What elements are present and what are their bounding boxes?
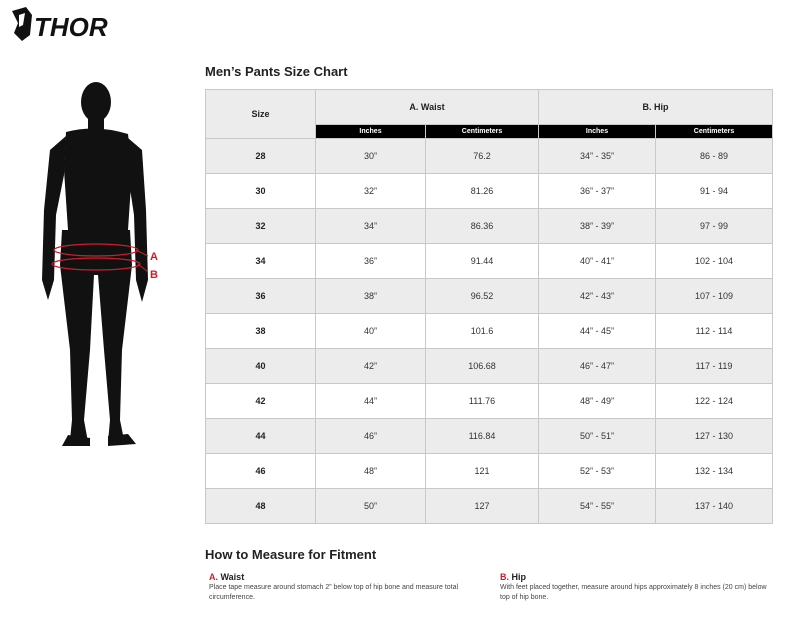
table-row — [206, 454, 773, 489]
table-row — [206, 174, 773, 209]
body-silhouette — [24, 80, 164, 460]
waist-cm-cell: 91.44 — [426, 244, 539, 279]
hip-cm-cell: 112 - 114 — [656, 314, 773, 349]
hip-cm-cell: 122 - 124 — [656, 384, 773, 419]
waist-letter: A. — [209, 572, 218, 582]
size-cell: 32 — [206, 209, 316, 244]
hip-inches-cell: 46” - 47” — [539, 349, 656, 384]
table-row — [206, 349, 773, 384]
hip-cm-cell: 117 - 119 — [656, 349, 773, 384]
hip-text: With feet placed together, measure around hips approximately 8 inches (20 cm) below top of hip bone. — [500, 584, 767, 601]
hip-inches-cell: 54” - 55” — [539, 489, 656, 524]
hip-inches-cell: 34” - 35” — [539, 139, 656, 174]
waist-inches-cell: 32” — [316, 174, 426, 209]
size-cell: 40 — [206, 349, 316, 384]
table-row — [206, 384, 773, 419]
waist-cm-cell: 127 — [426, 489, 539, 524]
waist-inches-cell: 36” — [316, 244, 426, 279]
hip-inches-cell: 38” - 39” — [539, 209, 656, 244]
hip-inches-cell: 40” - 41” — [539, 244, 656, 279]
size-cell: 38 — [206, 314, 316, 349]
waist-title: Waist — [220, 572, 245, 582]
waist-inches-cell: 40” — [316, 314, 426, 349]
table-row — [206, 244, 773, 279]
waist-cm-cell: 76.2 — [426, 139, 539, 174]
table-row — [206, 209, 773, 244]
hip-cm-cell: 97 - 99 — [656, 209, 773, 244]
waist-inches-cell: 34” — [316, 209, 426, 244]
size-cell: 36 — [206, 279, 316, 314]
hip-inches-cell: 48” - 49” — [539, 384, 656, 419]
waist-cm-header: Centimeters — [426, 125, 539, 139]
measure-title: How to Measure for Fitment — [205, 547, 377, 562]
size-cell: 30 — [206, 174, 316, 209]
waist-cm-cell: 81.26 — [426, 174, 539, 209]
waist-inches-header: Inches — [316, 125, 426, 139]
thor-wordmark: THOR — [34, 12, 108, 42]
waist-instructions — [209, 572, 494, 603]
hip-title: Hip — [511, 572, 527, 582]
size-cell: 42 — [206, 384, 316, 419]
waist-cm-cell: 116.84 — [426, 419, 539, 454]
size-chart-table — [205, 89, 773, 524]
waist-inches-cell: 50” — [316, 489, 426, 524]
waist-cm-cell: 86.36 — [426, 209, 539, 244]
hip-cm-cell: 107 - 109 — [656, 279, 773, 314]
table-row — [206, 489, 773, 524]
size-cell: 34 — [206, 244, 316, 279]
waist-cm-cell: 106.68 — [426, 349, 539, 384]
hip-cm-cell: 137 - 140 — [656, 489, 773, 524]
hip-letter: B. — [500, 572, 509, 582]
waist-cm-cell: 101.6 — [426, 314, 539, 349]
table-row — [206, 419, 773, 454]
size-chart-title: Men’s Pants Size Chart — [205, 64, 348, 79]
table-row — [206, 279, 773, 314]
hip-cm-cell: 91 - 94 — [656, 174, 773, 209]
waist-group-header: A. Waist — [316, 90, 539, 125]
hip-cm-cell: 132 - 134 — [656, 454, 773, 489]
size-cell: 28 — [206, 139, 316, 174]
size-cell: 44 — [206, 419, 316, 454]
waist-cm-cell: 111.76 — [426, 384, 539, 419]
waist-cm-cell: 121 — [426, 454, 539, 489]
hip-instructions — [500, 572, 772, 603]
hip-inches-cell: 44” - 45” — [539, 314, 656, 349]
thor-logo — [10, 5, 130, 45]
waist-inches-cell: 48” — [316, 454, 426, 489]
waist-inches-cell: 42” — [316, 349, 426, 384]
hip-inches-cell: 36” - 37” — [539, 174, 656, 209]
hip-inches-header: Inches — [539, 125, 656, 139]
size-header: Size — [206, 90, 316, 139]
hip-cm-cell: 127 - 130 — [656, 419, 773, 454]
waist-inches-cell: 44” — [316, 384, 426, 419]
size-cell: 48 — [206, 489, 316, 524]
hip-cm-cell: 102 - 104 — [656, 244, 773, 279]
size-cell: 46 — [206, 454, 316, 489]
hip-inches-cell: 50” - 51” — [539, 419, 656, 454]
hip-inches-cell: 42” - 43” — [539, 279, 656, 314]
hip-cm-header: Centimeters — [656, 125, 773, 139]
label-a: A — [150, 251, 158, 263]
table-row — [206, 314, 773, 349]
waist-text: Place tape measure around stomach 2” below top of hip bone and measure total circumference. — [209, 584, 459, 601]
waist-cm-cell: 96.52 — [426, 279, 539, 314]
hip-inches-cell: 52” - 53” — [539, 454, 656, 489]
hip-cm-cell: 86 - 89 — [656, 139, 773, 174]
label-b: B — [150, 269, 158, 281]
waist-inches-cell: 30” — [316, 139, 426, 174]
waist-inches-cell: 46” — [316, 419, 426, 454]
waist-inches-cell: 38” — [316, 279, 426, 314]
hip-group-header: B. Hip — [539, 90, 773, 125]
table-row — [206, 139, 773, 174]
